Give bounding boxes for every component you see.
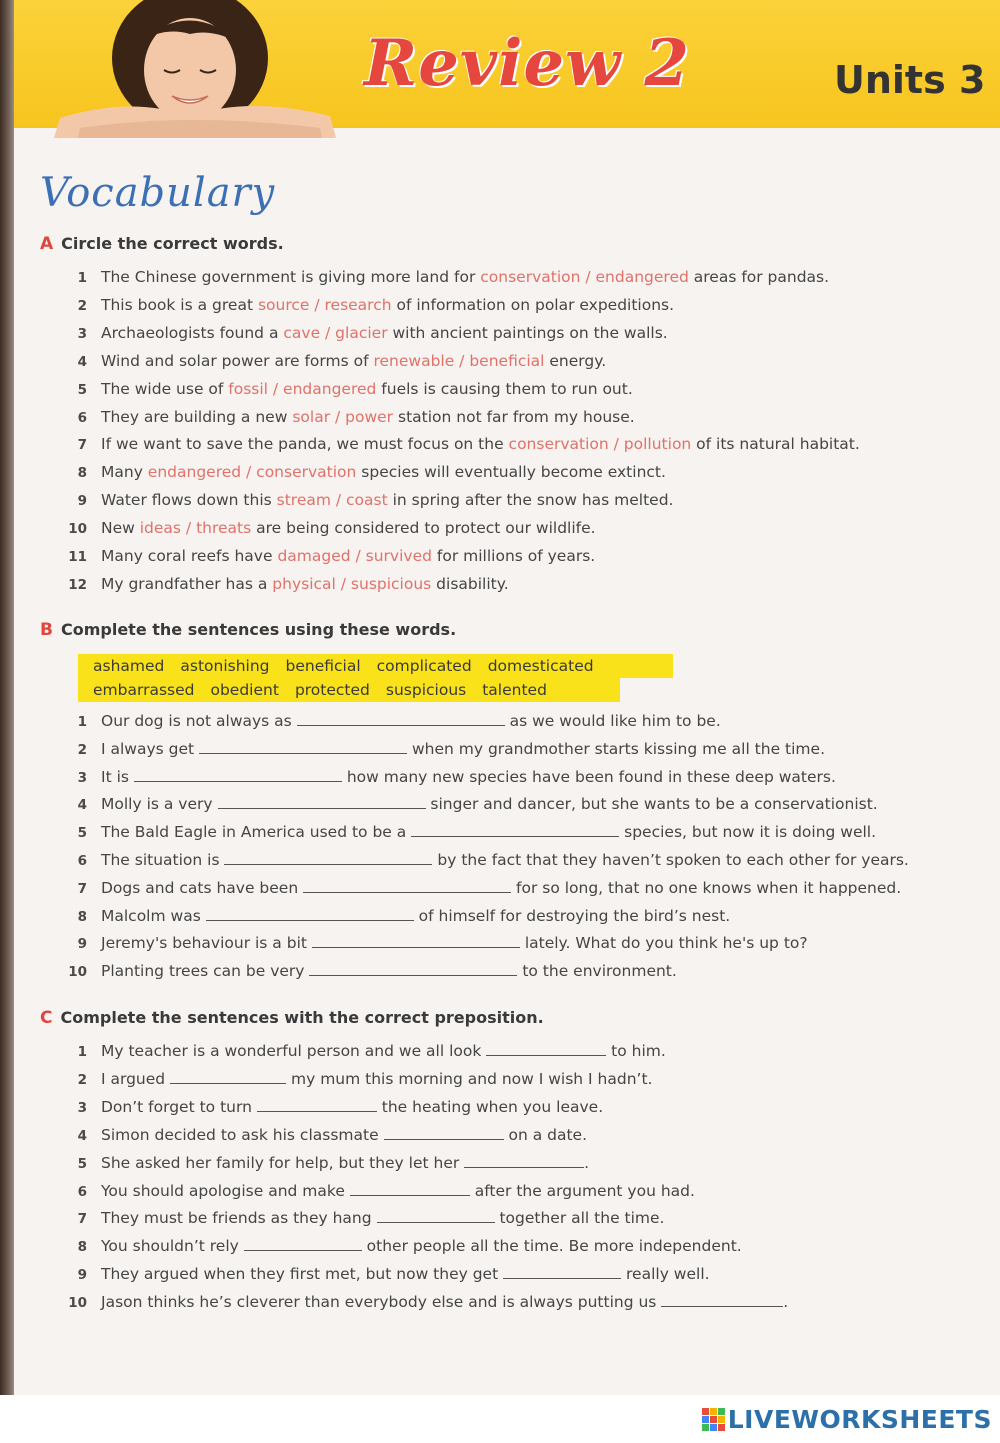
item-number: 9 (77, 936, 87, 953)
sentence-start: I always get (101, 739, 200, 758)
word-bank-line-1 (78, 654, 673, 678)
section-instruction: Complete the sentences with the correct preposition. (60, 1008, 544, 1027)
vocab-a-item (54, 268, 829, 290)
item-number: 5 (77, 381, 87, 398)
sentence-end: of himself for destroying the bird’s nest. (413, 906, 731, 925)
item-number: 10 (68, 1295, 87, 1312)
answer-blank[interactable] (244, 1236, 362, 1251)
sentence-end: really well. (621, 1265, 710, 1284)
word-bank-word: suspicious (385, 681, 467, 699)
word-bank-line-2 (78, 678, 620, 702)
answer-blank[interactable] (170, 1069, 286, 1084)
word-choice[interactable]: damaged / survived (277, 547, 432, 565)
word-bank-word: protected (294, 681, 370, 699)
item-number: 10 (68, 964, 87, 981)
word-bank-word: beneficial (285, 657, 361, 675)
vocabulary-heading: Vocabulary (40, 170, 276, 216)
vocab-b-item (54, 850, 909, 872)
word-choice[interactable]: solar / power (292, 407, 394, 426)
sentence-end: for millions of years. (431, 547, 596, 565)
sentence-start: They are building a new (101, 407, 293, 426)
sentence-start: Jason thinks he’s cleverer than everybody else and is always putting us (101, 1293, 662, 1312)
answer-blank[interactable] (464, 1153, 584, 1168)
vocab-a-item (54, 324, 668, 346)
item-number: 3 (77, 1099, 87, 1116)
sentence-start: Planting trees can be very (101, 962, 310, 981)
sentence-end: together all the time. (494, 1209, 665, 1228)
sentence-end: after the argument you had. (469, 1181, 695, 1200)
sentence-end: on a date. (503, 1125, 588, 1144)
word-bank-word: talented (482, 681, 547, 699)
answer-blank[interactable] (303, 878, 511, 893)
sentence-end: my mum this morning and now I wish I hadn’t. (286, 1069, 653, 1088)
answer-blank[interactable] (206, 906, 414, 921)
answer-blank[interactable] (134, 767, 342, 782)
answer-blank[interactable] (350, 1181, 470, 1196)
sentence-start: Many coral reefs have (101, 547, 278, 565)
sentence-start: The situation is (101, 851, 225, 869)
sentence-end: . (783, 1293, 789, 1312)
sentence-end: as we would like him to be. (504, 712, 721, 730)
section-letter: A (40, 234, 54, 254)
answer-blank[interactable] (309, 961, 517, 976)
section-instruction: Circle the correct words. (61, 234, 284, 253)
sentence-start: My teacher is a wonderful person and we all look (101, 1042, 487, 1060)
section-a-heading (40, 234, 284, 254)
vocab-c-item (54, 1264, 710, 1286)
vocab-b-item (54, 822, 876, 844)
section-instruction: Complete the sentences using these words. (60, 620, 457, 639)
word-bank-word: complicated (376, 657, 472, 675)
footer (0, 1395, 1000, 1443)
item-number: 2 (77, 1071, 87, 1088)
vocab-c-item (54, 1097, 603, 1119)
sentence-end: areas for pandas. (688, 268, 830, 286)
item-number: 5 (77, 825, 87, 842)
sentence-end: to the environment. (517, 962, 677, 981)
vocab-c-item (54, 1069, 652, 1091)
item-number: 1 (77, 714, 87, 730)
vocab-b-item (54, 906, 730, 928)
sentence-end: of information on polar expeditions. (391, 295, 675, 314)
sentence-end: species, but now it is doing well. (619, 823, 877, 842)
word-bank-word: astonishing (180, 657, 270, 675)
sentence-start: Wind and solar power are forms of (101, 351, 374, 370)
vocab-c-item (54, 1292, 788, 1314)
word-bank-word: ashamed (93, 657, 165, 675)
sentence-end: fuels is causing them to run out. (376, 379, 633, 398)
answer-blank[interactable] (218, 794, 426, 809)
item-number: 7 (77, 1211, 87, 1228)
sentence-start: Dogs and cats have been (101, 878, 304, 897)
word-choice[interactable]: conservation / endangered (480, 268, 689, 286)
liveworksheets-grid-icon (702, 1408, 726, 1432)
word-choice[interactable]: renewable / beneficial (373, 351, 545, 370)
word-choice[interactable]: ideas / threats (139, 519, 252, 538)
liveworksheets-logo-text: LIVEWORKSHEETS (727, 1405, 992, 1434)
sentence-start: You should apologise and make (101, 1181, 350, 1200)
sentence-start: Jeremy's behaviour is a bit (101, 934, 312, 953)
sentence-start: The Chinese government is giving more land for (101, 268, 481, 286)
sentence-start: The Bald Eagle in America used to be a (101, 823, 412, 842)
sentence-start: You shouldn’t rely (101, 1237, 244, 1256)
word-choice[interactable]: fossil / endangered (228, 379, 377, 398)
sentence-end: how many new species have been found in these deep waters. (341, 767, 836, 786)
liveworksheets-logo (702, 1405, 992, 1435)
answer-blank[interactable] (312, 933, 520, 948)
units-label: Units 3 (834, 58, 986, 102)
vocab-c-item (54, 1208, 664, 1230)
vocab-c-item (54, 1153, 589, 1175)
sentence-end: to him. (606, 1042, 666, 1060)
sentence-end: the heating when you leave. (376, 1097, 604, 1116)
item-number: 3 (77, 325, 87, 342)
answer-blank[interactable] (661, 1292, 783, 1307)
vocab-b-item (54, 739, 825, 761)
item-number: 8 (77, 1239, 87, 1256)
vocab-a-item (54, 380, 633, 402)
sentence-end: energy. (544, 351, 607, 370)
sentence-end: species will eventually become extinct. (356, 463, 666, 482)
vocab-a-item (54, 463, 666, 485)
sentence-end: are being considered to protect our wildlife. (251, 519, 596, 538)
item-number: 6 (77, 409, 87, 426)
answer-blank[interactable] (377, 1208, 495, 1223)
answer-blank[interactable] (224, 850, 432, 865)
answer-blank[interactable] (297, 711, 505, 726)
word-bank-word: domesticated (487, 657, 594, 675)
item-number: 8 (77, 465, 87, 482)
item-number: 9 (77, 493, 87, 510)
item-number: 8 (77, 908, 87, 925)
sentence-start: My grandfather has a (101, 574, 273, 593)
word-choice[interactable]: endangered / conservation (147, 463, 357, 482)
sentence-end: other people all the time. Be more independent. (361, 1237, 742, 1256)
sentence-start: They argued when they first met, but now they get (101, 1265, 504, 1284)
item-number: 6 (77, 853, 87, 869)
word-choice[interactable]: physical / suspicious (272, 574, 432, 593)
sentence-start: It is (101, 767, 134, 786)
item-number: 3 (77, 769, 87, 786)
word-bank-word: obedient (210, 681, 279, 699)
vocab-c-item (54, 1236, 742, 1258)
word-choice[interactable]: source / research (257, 295, 392, 314)
vocab-b-item (54, 711, 721, 733)
sentence-start: The wide use of (101, 379, 229, 398)
sentence-start: This book is a great (101, 295, 258, 314)
vocab-c-item (54, 1181, 695, 1203)
item-number: 4 (77, 1127, 87, 1144)
item-number: 2 (77, 741, 87, 758)
sentence-start: Don’t forget to turn (101, 1097, 257, 1116)
sentence-start: New (101, 519, 140, 538)
sentence-end: when my grandmother starts kissing me all the time. (407, 739, 825, 758)
item-number: 7 (77, 880, 87, 897)
sentence-start: Simon decided to ask his classmate (101, 1125, 384, 1144)
vocab-b-item (54, 961, 677, 983)
vocab-c-item (54, 1041, 666, 1063)
item-number: 2 (77, 297, 87, 314)
word-choice[interactable]: cave / glacier (283, 323, 388, 342)
answer-blank[interactable] (411, 822, 619, 837)
item-number: 12 (68, 576, 87, 593)
sentence-start: Many (101, 463, 148, 482)
sentence-start: Malcolm was (101, 906, 206, 925)
item-number: 6 (77, 1183, 87, 1200)
vocab-b-item (54, 794, 878, 816)
sentence-end: with ancient paintings on the walls. (387, 323, 668, 342)
vocab-a-item (54, 547, 595, 569)
sentence-end: for so long, that no one knows when it happened. (511, 878, 902, 897)
review-title: Review 2 (364, 26, 691, 101)
sentence-end: disability. (431, 574, 509, 593)
answer-blank[interactable] (503, 1264, 621, 1279)
worksheet-page (14, 0, 1000, 1395)
vocab-a-item (54, 352, 606, 374)
sentence-start: Archaeologists found a (101, 323, 284, 342)
word-bank (78, 654, 674, 704)
sentence-start: Our dog is not always as (101, 712, 297, 730)
sentence-end: by the fact that they haven’t spoken to each other for years. (432, 851, 909, 869)
sentence-start: Molly is a very (101, 795, 218, 814)
item-number: 11 (68, 549, 87, 565)
sentence-start: She asked her family for help, but they let her (101, 1153, 465, 1172)
sentence-end: station not far from my house. (393, 407, 635, 426)
item-number: 9 (77, 1267, 87, 1284)
item-number: 1 (77, 270, 87, 286)
vocab-b-item (54, 767, 836, 789)
item-number: 7 (77, 437, 87, 454)
header-banner (14, 0, 1000, 128)
sentence-end: in spring after the snow has melted. (387, 491, 674, 510)
item-number: 4 (77, 353, 87, 370)
section-b-heading (40, 620, 456, 640)
vocab-a-item (54, 519, 596, 541)
word-choice[interactable]: stream / coast (276, 491, 388, 510)
section-letter: B (40, 620, 53, 640)
vocab-a-item (54, 491, 673, 513)
word-choice[interactable]: conservation / pollution (508, 435, 692, 454)
sentence-start: Water flows down this (101, 491, 277, 510)
item-number: 10 (68, 521, 87, 538)
vocab-a-item (54, 435, 860, 457)
sentence-start: If we want to save the panda, we must focus on the (101, 435, 509, 454)
sentence-end: singer and dancer, but she wants to be a conservationist. (425, 795, 878, 814)
girl-illustration (40, 0, 340, 138)
vocab-b-item (54, 933, 808, 955)
item-number: 5 (77, 1155, 87, 1172)
vocab-a-item (54, 408, 635, 430)
section-letter: C (40, 1008, 53, 1028)
vocab-c-item (54, 1125, 587, 1147)
answer-blank[interactable] (199, 739, 407, 754)
sentence-end: . (584, 1153, 590, 1172)
answer-blank[interactable] (257, 1097, 377, 1112)
sentence-start: I argued (101, 1069, 171, 1088)
vocab-a-item (54, 575, 509, 597)
answer-blank[interactable] (486, 1041, 606, 1056)
section-c-heading (40, 1008, 544, 1028)
item-number: 4 (77, 797, 87, 814)
vocab-b-item (54, 878, 901, 900)
answer-blank[interactable] (384, 1125, 504, 1140)
vocab-a-item (54, 296, 674, 318)
sentence-end: lately. What do you think he's up to? (519, 934, 808, 953)
sentence-start: They must be friends as they hang (101, 1209, 377, 1228)
item-number: 1 (77, 1044, 87, 1060)
sentence-end: of its natural habitat. (691, 435, 860, 454)
word-bank-word: embarrassed (93, 681, 195, 699)
